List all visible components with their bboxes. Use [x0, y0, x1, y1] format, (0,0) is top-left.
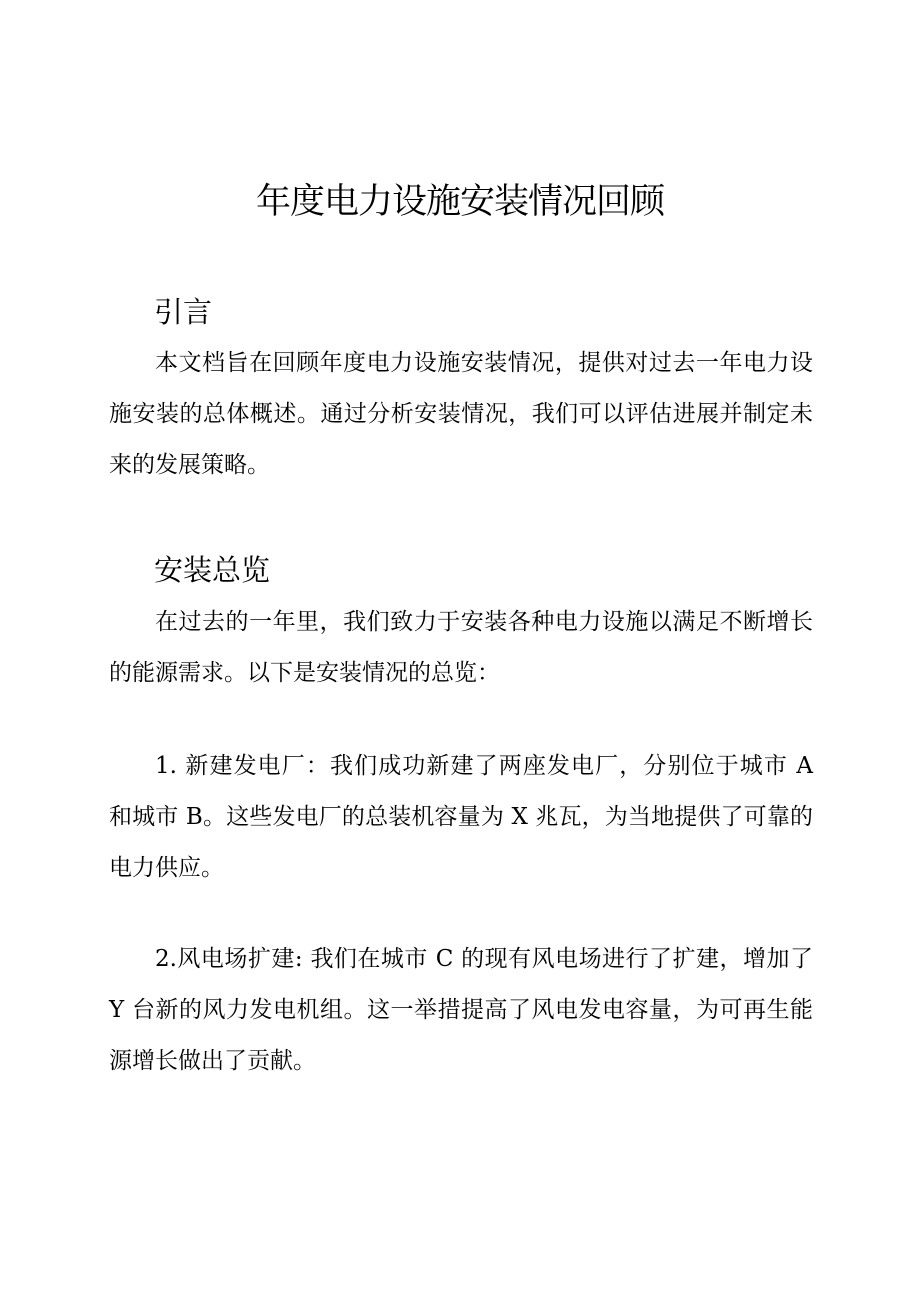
section-heading-introduction: 引言	[154, 295, 213, 329]
document-title: 年度电力设施安装情况回顾	[255, 182, 664, 222]
paragraph-introduction: 本文档旨在回顾年度电力设施安装情况，提供对过去一年电力设施安装的总体概述。通过分析安装情况，我们可以评估进展并制定未来的发展策略。	[109, 350, 813, 478]
paragraph-new-power-plants: 1. 新建发电厂：我们成功新建了两座发电厂，分别位于城市 A 和城市 B。这些发电厂的总装机容量为 X 兆瓦，为当地提供了可靠的电力供应。	[109, 753, 813, 881]
paragraph-overview: 在过去的一年里，我们致力于安装各种电力设施以满足不断增长的能源需求。以下是安装情况的总览：	[109, 609, 813, 686]
paragraph-wind-farm-expansion: 2.风电场扩建: 我们在城市 C 的现有风电场进行了扩建，增加了 Y 台新的风力发电机组。这一举措提高了风电发电容量，为可再生能源增长做出了贡献。	[109, 946, 813, 1074]
section-heading-installation-overview: 安装总览	[154, 553, 271, 587]
